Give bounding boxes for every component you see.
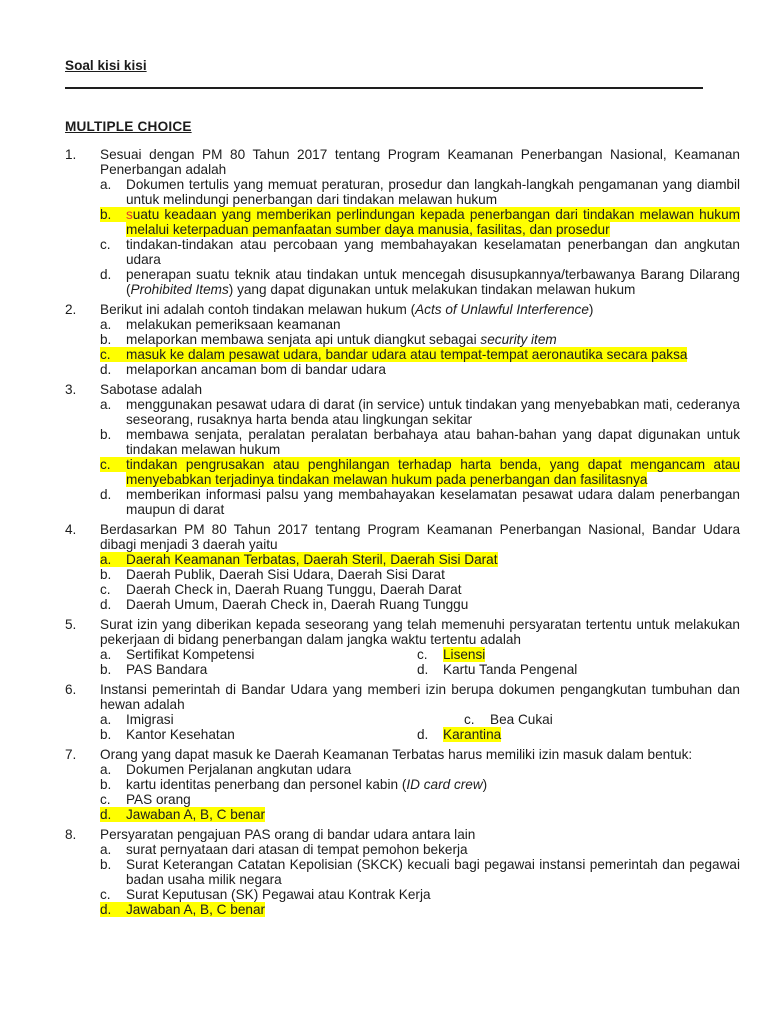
option-text: Daerah Umum, Daerah Check in, Daerah Ruang Tunggu	[126, 597, 469, 612]
question-3	[65, 382, 740, 517]
question-6-text	[100, 682, 740, 712]
option-text: )	[482, 777, 488, 792]
question-7-text	[100, 747, 740, 762]
question-2-option-a	[100, 317, 740, 332]
question-5-option-d	[417, 662, 740, 677]
option-text: Sertifikat Kompetensi	[126, 647, 255, 662]
option-text: Surat Keterangan Catatan Kepolisian (SKCK) kecuali bagi pegawai instansi pemerintah dan pegawai badan usaha milik negara	[126, 857, 740, 887]
option-letter: c.	[417, 647, 428, 662]
question-2-text-italic: Acts of Unlawful Interference	[415, 302, 589, 317]
highlighted-answer	[100, 457, 740, 487]
option-letter: a.	[100, 762, 112, 777]
question-6-option-d	[417, 727, 740, 742]
option-text: memberikan informasi palsu yang membahayakan keselamatan pesawat udara dalam penerbangan maupun di darat	[126, 487, 740, 517]
option-letter: c.	[100, 792, 111, 807]
option-letter: a.	[100, 397, 112, 412]
option-letter: b.	[100, 857, 112, 872]
question-8-option-c	[100, 887, 740, 902]
question-2-text-span: )	[588, 302, 594, 317]
option-letter: b.	[100, 777, 112, 792]
option-letter: d.	[100, 902, 112, 917]
option-text: Jawaban A, B, C benar	[126, 902, 266, 917]
option-text: tindakan pengrusakan atau penghilangan terhadap harta benda, yang dapat mengancam atau menyebabkan terjadinya tindakan melawan hukum pada penerbangan dan fasilitasnya	[126, 457, 740, 487]
question-7-number: 7.	[65, 747, 77, 762]
question-5-option-b	[100, 662, 417, 677]
question-3-text	[100, 382, 740, 397]
question-7-option-d	[100, 807, 740, 822]
option-text: melakukan pemeriksaan keamanan	[126, 317, 341, 332]
highlighted-answer	[100, 807, 265, 822]
option-letter: a.	[100, 647, 112, 662]
question-1	[65, 147, 740, 297]
red-initial: s	[126, 207, 133, 222]
question-2-number: 2.	[65, 302, 77, 317]
option-text: PAS orang	[126, 792, 191, 807]
option-letter: b.	[100, 662, 112, 677]
highlighted-answer	[100, 902, 265, 917]
option-text: Kartu Tanda Pengenal	[443, 662, 578, 677]
question-5	[65, 617, 740, 677]
question-6-text-span: Instansi pemerintah di Bandar Udara yang memberi izin berupa dokumen pengangkutan tumbuhan dan hewan adalah	[100, 682, 740, 712]
option-text-italic: Prohibited Items	[130, 282, 229, 297]
question-3-option-d	[100, 487, 740, 517]
question-8-option-a	[100, 842, 740, 857]
question-3-text-span: Sabotase adalah	[100, 382, 203, 397]
question-5-option-c	[417, 647, 740, 662]
option-letter: b.	[100, 427, 112, 442]
question-5-text-span: Surat izin yang diberikan kepada seseorang yang telah memenuhi persyaratan tertentu untuk melakukan pekerjaan di bidang penerbangan dalam jangka waktu tertentu adalah	[100, 617, 740, 647]
option-text: Bea Cukai	[490, 712, 553, 727]
option-letter: d.	[417, 662, 429, 677]
question-6-option-c	[417, 712, 740, 727]
option-text: melaporkan ancaman bom di bandar udara	[126, 362, 386, 377]
option-text: ) yang dapat digunakan untuk melakukan tindakan melawan hukum	[228, 282, 636, 297]
question-5-text	[100, 617, 740, 647]
question-1-text	[100, 147, 740, 177]
option-letter: b.	[100, 332, 112, 347]
highlighted-answer	[100, 347, 687, 362]
question-3-option-b	[100, 427, 740, 457]
question-2-text-span: Berikut ini adalah contoh tindakan melawan hukum (	[100, 302, 416, 317]
option-letter: c.	[100, 237, 111, 252]
option-text: PAS Bandara	[126, 662, 208, 677]
question-8-option-d	[100, 902, 740, 917]
question-4	[65, 522, 740, 612]
question-2-option-d	[100, 362, 740, 377]
question-4-option-a	[100, 552, 740, 567]
highlighted-answer	[100, 552, 498, 567]
question-4-number: 4.	[65, 522, 77, 537]
question-2-text	[100, 302, 740, 317]
option-letter: d.	[100, 807, 112, 822]
option-letter: d.	[417, 727, 429, 742]
option-row	[100, 727, 740, 742]
option-letter: b.	[100, 567, 112, 582]
horizontal-rule	[65, 87, 703, 89]
question-3-number: 3.	[65, 382, 77, 397]
option-letter: c.	[100, 347, 111, 362]
question-7-option-c	[100, 792, 740, 807]
question-4-option-d	[100, 597, 740, 612]
option-letter: c.	[464, 712, 475, 727]
question-8-text	[100, 827, 740, 842]
option-letter: a.	[100, 842, 112, 857]
option-text: Daerah Keamanan Terbatas, Daerah Steril, Daerah Sisi Darat	[126, 552, 498, 567]
question-8-text-span: Persyaratan pengajuan PAS orang di bandar udara antara lain	[100, 827, 476, 842]
option-text: membawa senjata, peralatan peralatan berbahaya atau bahan-bahan yang dapat digunakan untuk tindakan melawan hukum	[126, 427, 740, 457]
option-letter: c.	[100, 457, 111, 472]
doc-title: Soal kisi kisi	[65, 58, 147, 73]
option-text: kartu identitas penerbang dan personel kabin (	[126, 777, 407, 792]
question-4-text	[100, 522, 740, 552]
question-6	[65, 682, 740, 742]
question-6-number: 6.	[65, 682, 77, 697]
question-8	[65, 827, 740, 917]
option-text-italic: ID card crew	[406, 777, 483, 792]
highlighted-answer-word: Lisensi	[443, 647, 486, 662]
option-letter: b.	[100, 207, 112, 222]
question-2	[65, 302, 740, 377]
question-1-option-d	[100, 267, 740, 297]
question-4-text-span: Berdasarkan PM 80 Tahun 2017 tentang Program Keamanan Penerbangan Nasional, Bandar Udara dibagi menjadi 3 daerah yaitu	[100, 522, 740, 552]
question-8-number: 8.	[65, 827, 77, 842]
question-5-number: 5.	[65, 617, 77, 632]
highlighted-answer-word: Karantina	[443, 727, 502, 742]
option-row	[100, 662, 740, 677]
option-text: masuk ke dalam pesawat udara, bandar udara atau tempat-tempat aeronautika secara paksa	[126, 347, 688, 362]
question-1-option-c	[100, 237, 740, 267]
question-1-option-a	[100, 177, 740, 207]
question-2-option-c	[100, 347, 740, 362]
option-text: melaporkan membawa senjata api untuk diangkut sebagai	[126, 332, 481, 347]
question-1-number: 1.	[65, 147, 77, 162]
question-2-option-b	[100, 332, 740, 347]
option-text: tindakan-tindakan atau percobaan yang membahayakan keselamatan penerbangan dan angkutan udara	[126, 237, 740, 267]
option-text-italic: security item	[480, 332, 557, 347]
option-text: surat pernyataan dari atasan di tempat pemohon bekerja	[126, 842, 468, 857]
option-text: menggunakan pesawat udara di darat (in service) untuk tindakan yang menyebabkan mati, cederanya seseorang, rusaknya harta benda atau lingkungan sekitar	[126, 397, 740, 427]
question-4-option-c	[100, 582, 740, 597]
option-letter: a.	[100, 712, 112, 727]
option-row	[100, 712, 740, 727]
option-letter: d.	[100, 597, 112, 612]
option-text: uatu keadaan yang memberikan perlindungan kepada penerbangan dari tindakan melawan hukum melalui keterpaduan pemanfaatan sumber daya manusia, fasilitas, dan prosedur	[126, 207, 740, 237]
question-3-option-a	[100, 397, 740, 427]
option-letter: a.	[100, 177, 112, 192]
question-7-text-span: Orang yang dapat masuk ke Daerah Keamanan Terbatas harus memiliki izin masuk dalam bentuk:	[100, 747, 693, 762]
option-text: Daerah Publik, Daerah Sisi Udara, Daerah Sisi Darat	[126, 567, 445, 582]
option-letter: d.	[100, 487, 112, 502]
option-text: Daerah Check in, Daerah Ruang Tunggu, Daerah Darat	[126, 582, 462, 597]
section-heading: MULTIPLE CHOICE	[65, 119, 192, 134]
option-letter: d.	[100, 362, 112, 377]
question-8-option-b	[100, 857, 740, 887]
question-1-option-b	[100, 207, 740, 237]
question-6-option-a	[100, 712, 417, 727]
option-letter: c.	[100, 582, 111, 597]
question-3-option-c	[100, 457, 740, 487]
option-text: Surat Keputusan (SK) Pegawai atau Kontrak Kerja	[126, 887, 431, 902]
option-row	[100, 647, 740, 662]
question-5-option-a	[100, 647, 417, 662]
highlighted-answer	[100, 207, 740, 237]
option-text: Kantor Kesehatan	[126, 727, 235, 742]
option-letter: b.	[100, 727, 112, 742]
option-text: penerapan suatu teknik atau tindakan untuk mencegah disusupkannya/terbawanya Barang Dilarang (	[126, 267, 740, 297]
question-4-option-b	[100, 567, 740, 582]
option-text: Dokumen Perjalanan angkutan udara	[126, 762, 352, 777]
question-7-option-a	[100, 762, 740, 777]
question-7	[65, 747, 740, 822]
option-text: Dokumen tertulis yang memuat peraturan, prosedur dan langkah-langkah pengamanan yang diambil untuk melindungi penerbangan dari tindakan melawan hukum	[126, 177, 740, 207]
option-letter: c.	[100, 887, 111, 902]
option-letter: a.	[100, 552, 112, 567]
question-7-option-b	[100, 777, 740, 792]
question-6-option-b	[100, 727, 417, 742]
question-1-text-span: Sesuai dengan PM 80 Tahun 2017 tentang Program Keamanan Penerbangan Nasional, Keamanan Penerbangan adalah	[100, 147, 740, 177]
option-letter: d.	[100, 267, 112, 282]
option-text: Jawaban A, B, C benar	[126, 807, 266, 822]
option-letter: a.	[100, 317, 112, 332]
option-text: Imigrasi	[126, 712, 174, 727]
